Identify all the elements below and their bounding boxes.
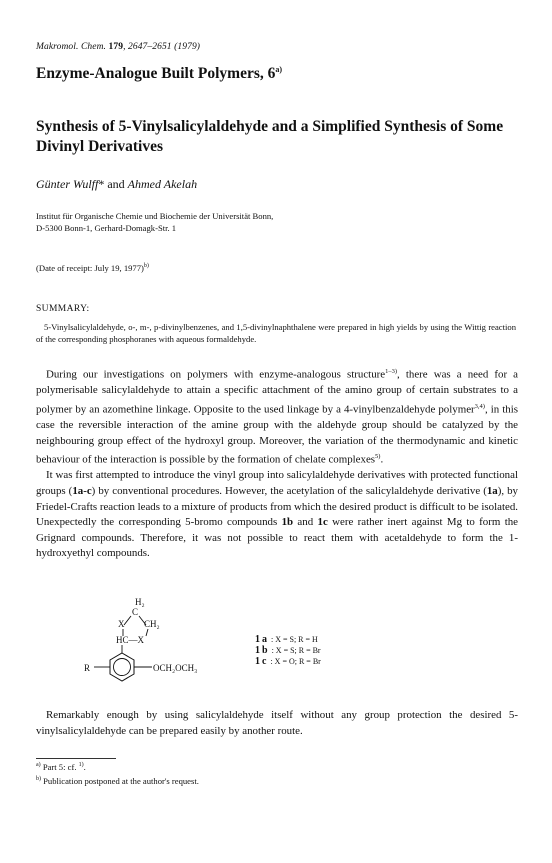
receipt-text: (Date of receipt: July 19, 1977): [36, 263, 144, 273]
author-1: Günter Wulff: [36, 177, 99, 191]
paragraph-2: [36, 468, 518, 562]
compound-1c: 1c: [317, 516, 328, 529]
footnote-a-mark: a): [36, 762, 41, 769]
p2-text-b: ) by conventional procedures. However, the acetylation of the salicylaldehyde derivative (: [91, 485, 487, 498]
compound-legend: [255, 634, 321, 667]
legend-text-1a: : X = S; R = H: [269, 635, 318, 644]
struct-ch2-right: CH₂: [144, 619, 160, 629]
ref-1-3: 1–3): [385, 368, 398, 375]
struct-x-left: X: [118, 619, 125, 629]
legend-item-1b: [255, 645, 321, 656]
journal-pages: , 2647–2651 (1979): [123, 42, 201, 52]
footnote-a: [36, 762, 86, 772]
p2-text-d: and: [293, 516, 318, 529]
legend-label-1a: 1a: [255, 634, 269, 645]
footnote-a-ref: 1): [78, 762, 84, 769]
series-title: [36, 65, 282, 83]
legend-label-1c: 1c: [255, 656, 269, 667]
receipt-footnote-mark: b): [143, 263, 149, 270]
body-text-1: [36, 364, 518, 562]
body-text-2: [36, 708, 518, 739]
p1-text-c: , in this case the reversible interaction of the amine group with the aldehyde group should be catalyzed by the neighbouring group effect of the hydroxyl group. Moreover, the variation of the thermodynamic and kinetic behaviour of the interaction is possible by the formation of chelate complexes: [36, 403, 518, 466]
benzene-ring-circle: [114, 659, 131, 676]
footnote-b-text: Publication postponed at the author's request.: [41, 776, 199, 786]
institution-line-1: Institut für Organische Chemie und Biochemie der Universität Bonn,: [36, 211, 274, 221]
legend-text-1b: : X = S; R = Br: [269, 646, 321, 655]
article-title: Synthesis of 5-Vinylsalicylaldehyde and a Simplified Synthesis of Some Divinyl Derivatives: [36, 118, 504, 155]
p2-text-a: It was first attempted to introduce the vinyl group into salicylaldehyde derivatives with protected functional groups (: [36, 469, 518, 498]
p1-text-b: , there was a need for a polymerisable salicylaldehyde to attain a specific attachment of the amino group of certain substrates to a polymer by an azomethine linkage. Opposite to the used linkage by a 4-vinylbenzaldehyde polymer: [36, 368, 519, 416]
author-line: [36, 177, 197, 192]
journal-citation: [36, 42, 200, 52]
p1-text-a: During our investigations on polymers with enzyme-analogous structure: [46, 368, 386, 381]
compound-1b: 1b: [281, 516, 294, 529]
footnote-rule: [36, 758, 116, 759]
bond-ch2-x: [146, 629, 148, 636]
journal-name: Makromol. Chem.: [36, 42, 107, 52]
paragraph-1: [36, 364, 518, 468]
struct-h2-top: H₂: [135, 597, 145, 607]
compound-1a-c: 1a-c: [72, 485, 92, 498]
legend-label-1b: 1b: [255, 645, 270, 656]
footnote-a-text: Part 5: cf.: [40, 762, 79, 772]
ref-3-4: 3,4): [474, 402, 485, 410]
p1-text-d: .: [380, 453, 384, 466]
legend-item-1a: [255, 634, 321, 645]
journal-volume: 179: [108, 42, 124, 52]
struct-c-top: C: [132, 607, 139, 617]
corresponding-mark: *: [98, 177, 105, 191]
summary-text: 5-Vinylsalicylaldehyde, o-, m-, p-divinylbenzenes, and 1,5-divinylnaphthalene were prepared in high yields by using the Wittig reaction of the corresponding phosphoranes with aqueous formaldehyde.: [36, 322, 516, 344]
bond-c-x: [124, 616, 131, 625]
footnote-a-end: .: [83, 762, 86, 772]
series-title-text: Enzyme-Analogue Built Polymers, 6: [36, 65, 276, 83]
struct-hc-x: HC—X: [116, 635, 145, 645]
compound-1a: 1a: [486, 485, 498, 498]
summary-heading: SUMMARY:: [36, 304, 90, 314]
struct-r: R: [84, 663, 91, 673]
footnote-b-mark: b): [36, 776, 41, 783]
legend-item-1c: [255, 656, 321, 667]
series-footnote-mark: a): [275, 65, 283, 74]
institution-line-2: D-5300 Bonn-1, Gerhard-Domagk-Str. 1: [36, 223, 177, 233]
institution: [36, 210, 273, 234]
ref-5: 5): [375, 453, 381, 461]
p2-text-e: were rather inert against Mg to form the Grignard compounds. Therefore, it was not possible to react them with acetaldehyde to form the 1-hydroxyethyl compounds.: [36, 516, 519, 560]
footnote-b: [36, 776, 199, 786]
receipt-date: [36, 263, 149, 273]
legend-text-1c: : X = O; R = Br: [268, 657, 321, 666]
author-2: Ahmed Akelah: [127, 177, 198, 191]
paragraph-3: Remarkably enough by using salicylaldehyde itself without any group protection the desired 5-vinylsalicylaldehyde can be prepared easily by another route.: [36, 709, 518, 737]
author-and: and: [104, 177, 128, 191]
p2-text-c: ), by Friedel-Crafts reaction leads to a mixture of products from which the desired product is difficult to be isolated. Unexpectedly the corresponding 5-bromo compounds: [36, 485, 519, 529]
struct-och2och3: OCH₂OCH₃: [153, 663, 198, 673]
